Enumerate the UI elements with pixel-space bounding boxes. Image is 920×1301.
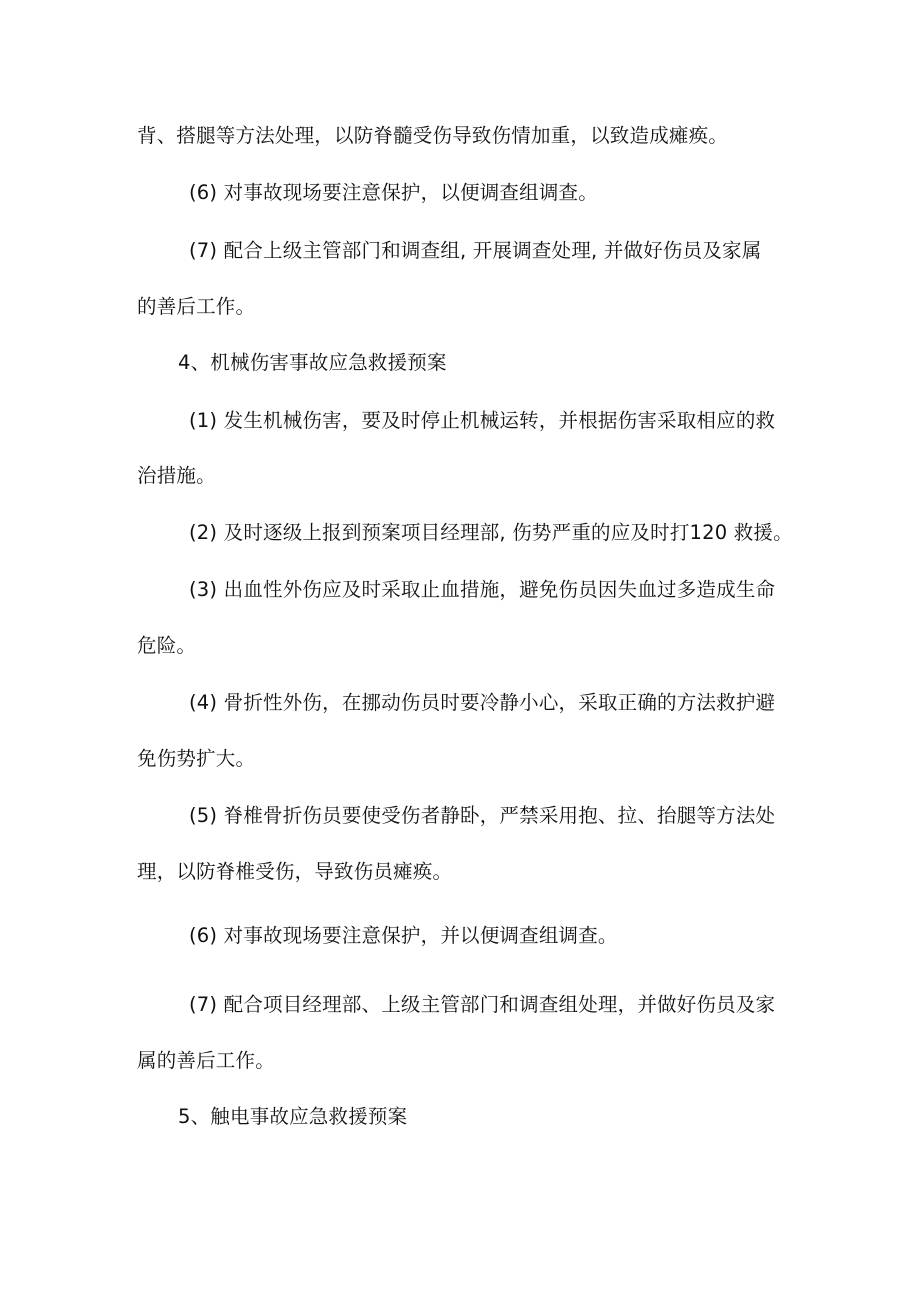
paragraph-line: 治措施。 <box>137 464 216 487</box>
section-heading: 5、触电事故应急救援预案 <box>178 1105 408 1128</box>
section-heading: 4、机械伤害事故应急救援预案 <box>178 351 447 374</box>
paragraph-line: (6) 对事故现场要注意保护，以便调查组调查。 <box>189 181 598 204</box>
paragraph-line: 免伤势扩大。 <box>137 747 256 770</box>
paragraph-line: 危险。 <box>137 634 197 657</box>
paragraph-line: (1) 发生机械伤害，要及时停止机械运转，并根据伤害采取相应的救 <box>189 409 776 432</box>
paragraph-line: (4) 骨折性外伤，在挪动伤员时要冷静小心，采取正确的方法救护避 <box>189 691 776 714</box>
paragraph-line: 背、搭腿等方法处理，以防脊髓受伤导致伤情加重，以致造成瘫痪。 <box>137 124 729 147</box>
paragraph-line: 理，以防脊椎受伤，导致伤员瘫痪。 <box>137 860 453 883</box>
paragraph-line: 的善后工作。 <box>137 295 256 318</box>
paragraph-line: (3) 出血性外伤应及时采取止血措施，避免伤员因失血过多造成生命 <box>189 578 776 601</box>
paragraph-line: (5) 脊椎骨折伤员要使受伤者静卧，严禁采用抱、拉、抬腿等方法处 <box>189 804 776 827</box>
paragraph-line: (7) 配合项目经理部、上级主管部门和调查组处理，并做好伤员及家 <box>189 993 776 1016</box>
paragraph-line: (2) 及时逐级上报到预案项目经理部, 伤势严重的应及时打120 救援。 <box>189 521 793 544</box>
paragraph-line: (7) 配合上级主管部门和调查组, 开展调查处理, 并做好伤员及家属 <box>189 239 762 262</box>
paragraph-line: 属的善后工作。 <box>137 1049 275 1072</box>
paragraph-line: (6) 对事故现场要注意保护，并以便调查组调查。 <box>189 924 618 947</box>
